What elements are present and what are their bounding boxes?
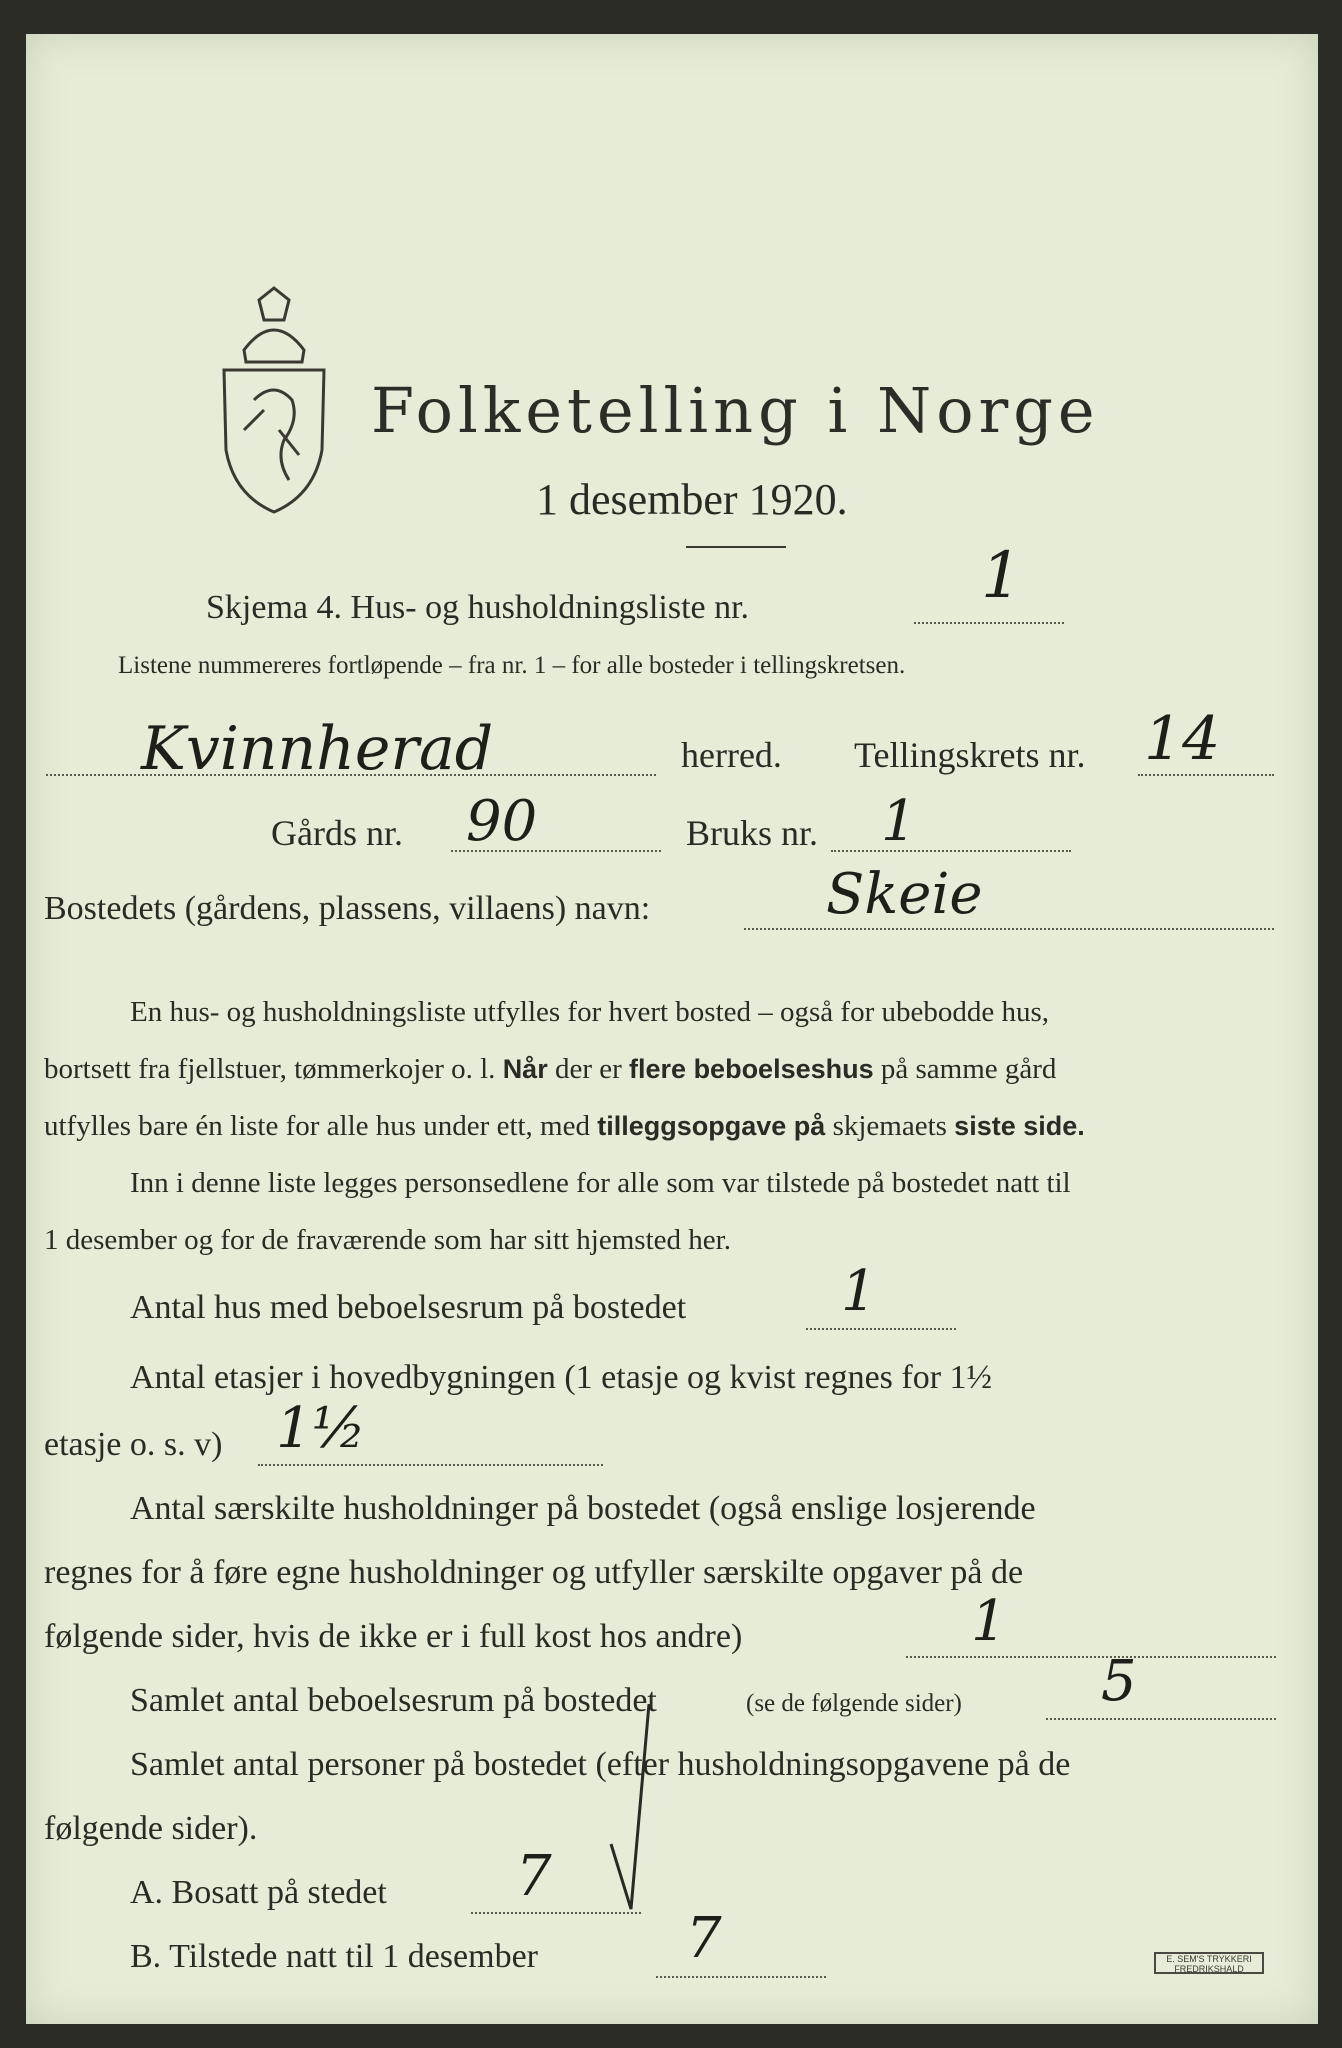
krets-label: Tellingskrets nr.	[854, 735, 1086, 775]
instruction-text: utfylles bare én liste for alle hus under ett, med	[44, 1110, 590, 1142]
printer-stamp-line-2: FREDRIKSHALD	[1174, 1964, 1244, 1974]
q5-line-2: følgende sider).	[44, 1810, 258, 1847]
krets-line	[1138, 774, 1274, 776]
schema-note: Listene nummereres fortløpende – fra nr. 1 – for alle bosteder i tellingskretsen.	[118, 652, 906, 679]
instruction-bold: tilleggsopgave på	[597, 1111, 826, 1141]
census-date: 1 desember 1920.	[536, 475, 848, 524]
bosted-label: Bostedets (gårdens, plassens, villaens) navn:	[44, 890, 651, 927]
instruction-line-1: En hus- og husholdningsliste utfylles for hvert bosted – også for ubebodde hus,	[130, 996, 1050, 1028]
q2-value: 1½	[276, 1396, 366, 1461]
q1-line	[806, 1328, 956, 1330]
q3-value: 1	[971, 1589, 1007, 1654]
herred-label: herred.	[681, 735, 782, 775]
instruction-text: skjemaets	[832, 1110, 947, 1142]
q4-label: Samlet antal beboelsesrum på bostedet	[130, 1682, 657, 1719]
schema-number-line	[914, 622, 1064, 624]
instruction-line-2	[44, 1041, 1272, 1098]
q2-line	[258, 1464, 603, 1466]
qA-label: A. Bosatt på stedet	[130, 1874, 387, 1911]
qB-value: 7	[686, 1906, 722, 1971]
q4-value: 5	[1101, 1649, 1137, 1714]
bruks-line	[831, 850, 1071, 852]
q4-note: (se de følgende sider)	[746, 1690, 962, 1717]
krets-value: 14	[1144, 704, 1221, 774]
census-form-page	[26, 34, 1318, 2024]
schema-label: Skjema 4. Hus- og husholdningsliste nr.	[206, 589, 750, 626]
instruction-line-4: Inn i denne liste legges personsedlene for alle som var tilstede på bostedet natt til	[130, 1167, 1071, 1199]
check-mark-icon	[601, 1694, 661, 1914]
printer-stamp-line-1: E. SEM'S TRYKKERI	[1166, 1954, 1252, 1964]
qB-label: B. Tilstede natt til 1 desember	[130, 1938, 538, 1975]
instruction-text: på samme gård	[880, 1053, 1057, 1085]
instruction-text: bortsett fra fjellstuer, tømmerkojer o. l.	[44, 1053, 496, 1085]
q4-line	[1046, 1718, 1276, 1720]
instruction-line-3	[44, 1098, 1272, 1155]
gards-label: Gårds nr.	[271, 813, 403, 853]
herred-value: Kvinnherad	[141, 714, 494, 784]
instruction-bold: Når	[502, 1054, 548, 1084]
instruction-bold: flere beboelseshus	[629, 1054, 874, 1084]
norway-coat-of-arms-icon	[204, 280, 344, 520]
form-title: Folketelling i Norge	[371, 374, 1100, 447]
qA-value: 7	[516, 1844, 552, 1909]
qB-line	[656, 1976, 826, 1978]
bruks-label: Bruks nr.	[686, 813, 819, 853]
instruction-text: der er	[554, 1053, 622, 1085]
q3-line-1: Antal særskilte husholdninger på bostedet (også enslige losjerende	[130, 1490, 1036, 1527]
instruction-bold: siste side.	[954, 1111, 1085, 1141]
schema-number-value: 1	[981, 539, 1022, 613]
bosted-line	[744, 928, 1274, 930]
printer-stamp	[1154, 1952, 1264, 1974]
q1-value: 1	[841, 1259, 877, 1324]
q5-line-1: Samlet antal personer på bostedet (efter husholdningsopgavene på de	[130, 1746, 1071, 1783]
q3-line-2: regnes for å føre egne husholdninger og utfyller særskilte opgaver på de	[44, 1554, 1024, 1591]
title-divider	[686, 546, 786, 548]
instruction-line-5: 1 desember og for de fraværende som har sitt hjemsted her.	[44, 1224, 731, 1256]
gards-value: 90	[466, 789, 538, 854]
q2-line-1: Antal etasjer i hovedbygningen (1 etasje og kvist regnes for 1½	[130, 1359, 993, 1396]
bruks-value: 1	[881, 789, 917, 854]
q1-label: Antal hus med beboelsesrum på bostedet	[130, 1289, 687, 1326]
q3-line	[906, 1656, 1276, 1658]
bosted-value: Skeie	[826, 862, 983, 927]
q2-line-2: etasje o. s. v)	[44, 1426, 223, 1463]
q3-line-3: følgende sider, hvis de ikke er i full kost hos andre)	[44, 1618, 743, 1655]
